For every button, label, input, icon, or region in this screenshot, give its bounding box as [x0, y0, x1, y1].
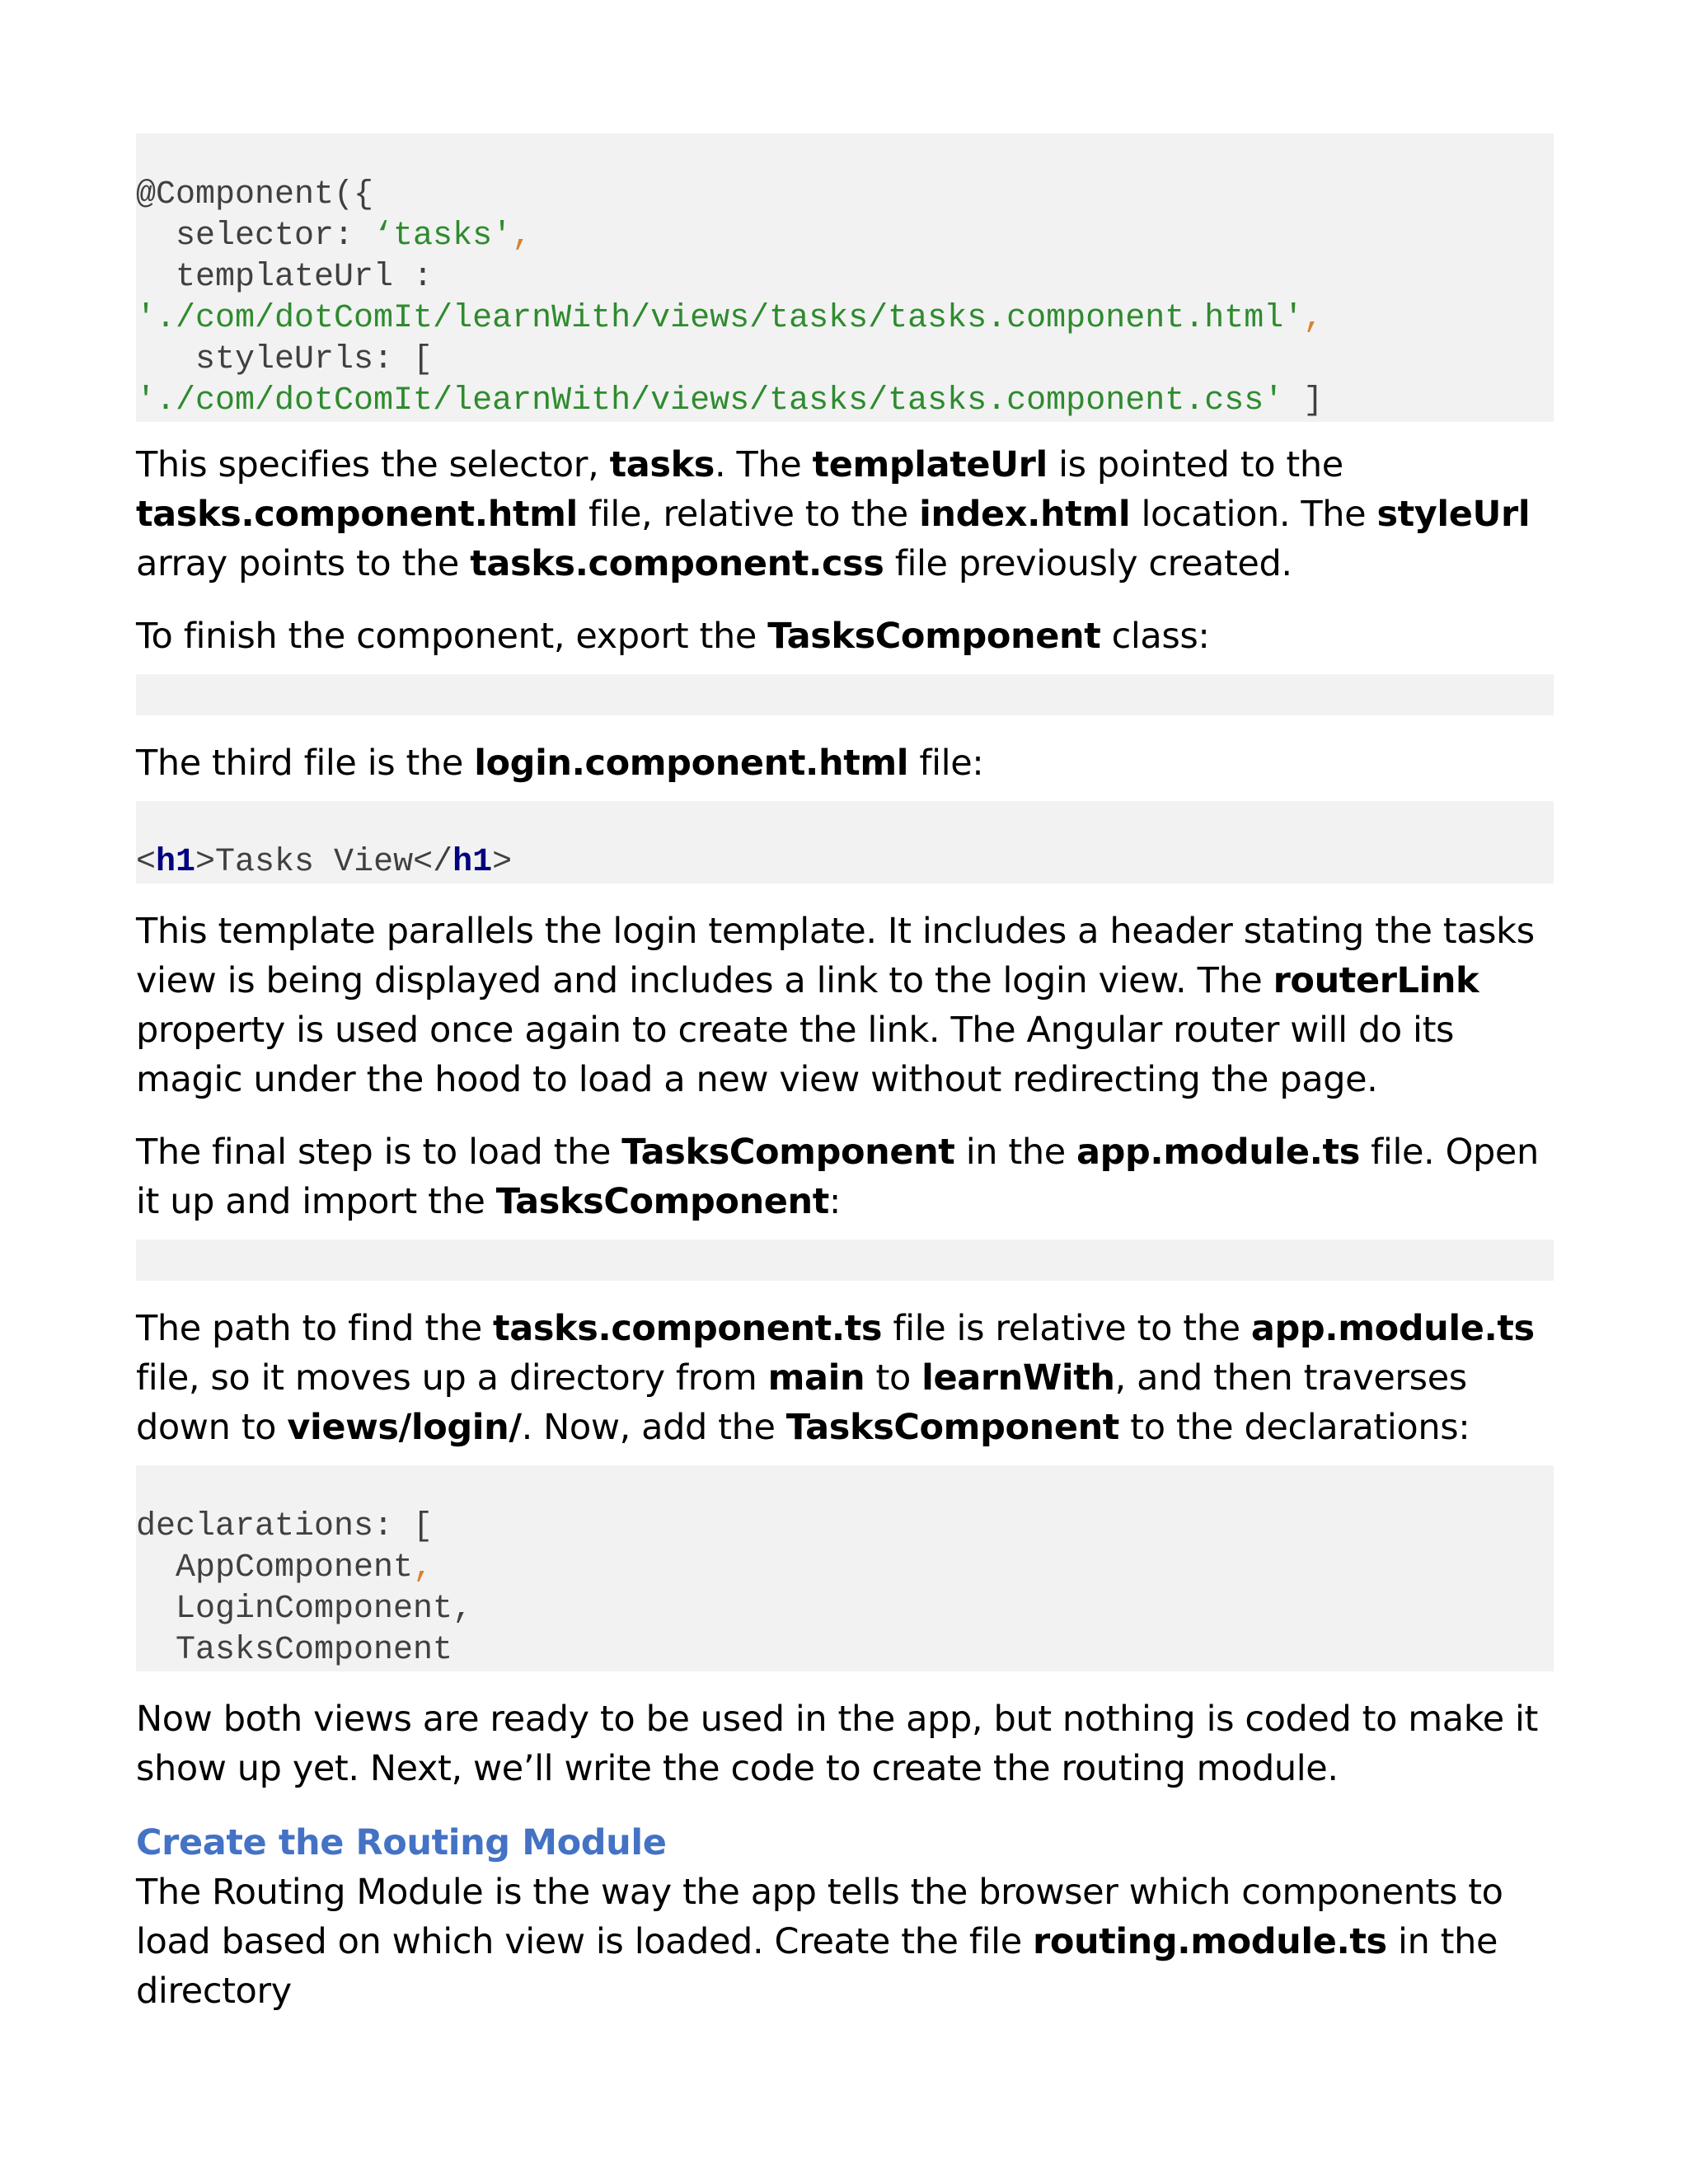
code-block-declarations — [136, 1465, 1554, 1671]
paragraph-path-explanation: The path to find the tasks.component.ts file is relative to the app.module.ts file, so it moves up a directory from main to learnWith, and then traverses down to views/login/. Now, add the TasksComponent to the declarations: — [136, 1308, 1535, 1448]
code-block-export-class — [136, 674, 1554, 715]
code-text: styleUrls: [ — [136, 341, 434, 378]
code-line — [136, 175, 1554, 216]
code-string: './com/dotComIt/learnWith/views/tasks/tasks.component.html' — [136, 300, 1304, 337]
code-block-tasks-template — [136, 801, 1554, 883]
code-line — [136, 216, 1554, 257]
code-line — [136, 257, 1554, 298]
section-heading: Create the Routing Module — [136, 1822, 667, 1863]
code-line: TasksComponent — [136, 1632, 453, 1669]
code-line — [136, 381, 1554, 422]
paragraph-views-ready: Now both views are ready to be used in the app, but nothing is coded to make it show up yet. Next, we’ll write the code to create the routing module. — [136, 1699, 1539, 1789]
paragraph-final-step: The final step is to load the TasksComponent in the app.module.ts file. Open it up and import the TasksComponent: — [136, 1132, 1539, 1222]
paragraph-third-file: The third file is the login.component.html file: — [136, 743, 984, 784]
code-block-component-decorator — [136, 134, 1554, 422]
paragraph-export-intro: To finish the component, export the TasksComponent class: — [136, 616, 1210, 657]
code-punct: , — [413, 1549, 434, 1586]
document-page — [136, 134, 1554, 2016]
code-punct: , — [512, 218, 532, 255]
code-text: @Component({ — [136, 176, 374, 213]
code-block-import — [136, 1240, 1554, 1281]
code-string: ‘tasks' — [373, 218, 513, 255]
code-tag: h1 — [156, 844, 196, 881]
code-string: './com/dotComIt/learnWith/views/tasks/tasks.component.css' — [136, 382, 1284, 419]
paragraph-routing-module: The Routing Module is the way the app tells the browser which components to load based on which view is loaded. Create the file routing.module.ts in the directory — [136, 1872, 1503, 2012]
code-line: declarations: [ — [136, 1508, 434, 1545]
code-line: AppComponent, — [136, 1549, 434, 1586]
code-text: templateUrl : — [136, 259, 434, 296]
code-line — [136, 298, 1554, 340]
code-line: LoginComponent, — [136, 1591, 473, 1628]
code-text: selector: — [136, 218, 374, 255]
paragraph-template-parallels: This template parallels the login template. It includes a header stating the tasks view is being displayed and includes a link to the login view. The routerLink property is used once again to create the link. The Angular router will do its magic under the hood to load a new view without redirecting the page. — [136, 911, 1535, 1100]
code-text: ] — [1283, 382, 1324, 419]
code-line — [136, 340, 1554, 381]
code-punct: , — [1303, 300, 1324, 337]
code-tag: h1 — [452, 844, 493, 881]
paragraph-selector-description: This specifies the selector, tasks. The templateUrl is pointed to the tasks.component.html file, relative to the index.html location. The styleUrl array points to the tasks.component.css file previously created. — [136, 444, 1531, 584]
code-line: <h1>Tasks View</h1> — [136, 844, 513, 881]
